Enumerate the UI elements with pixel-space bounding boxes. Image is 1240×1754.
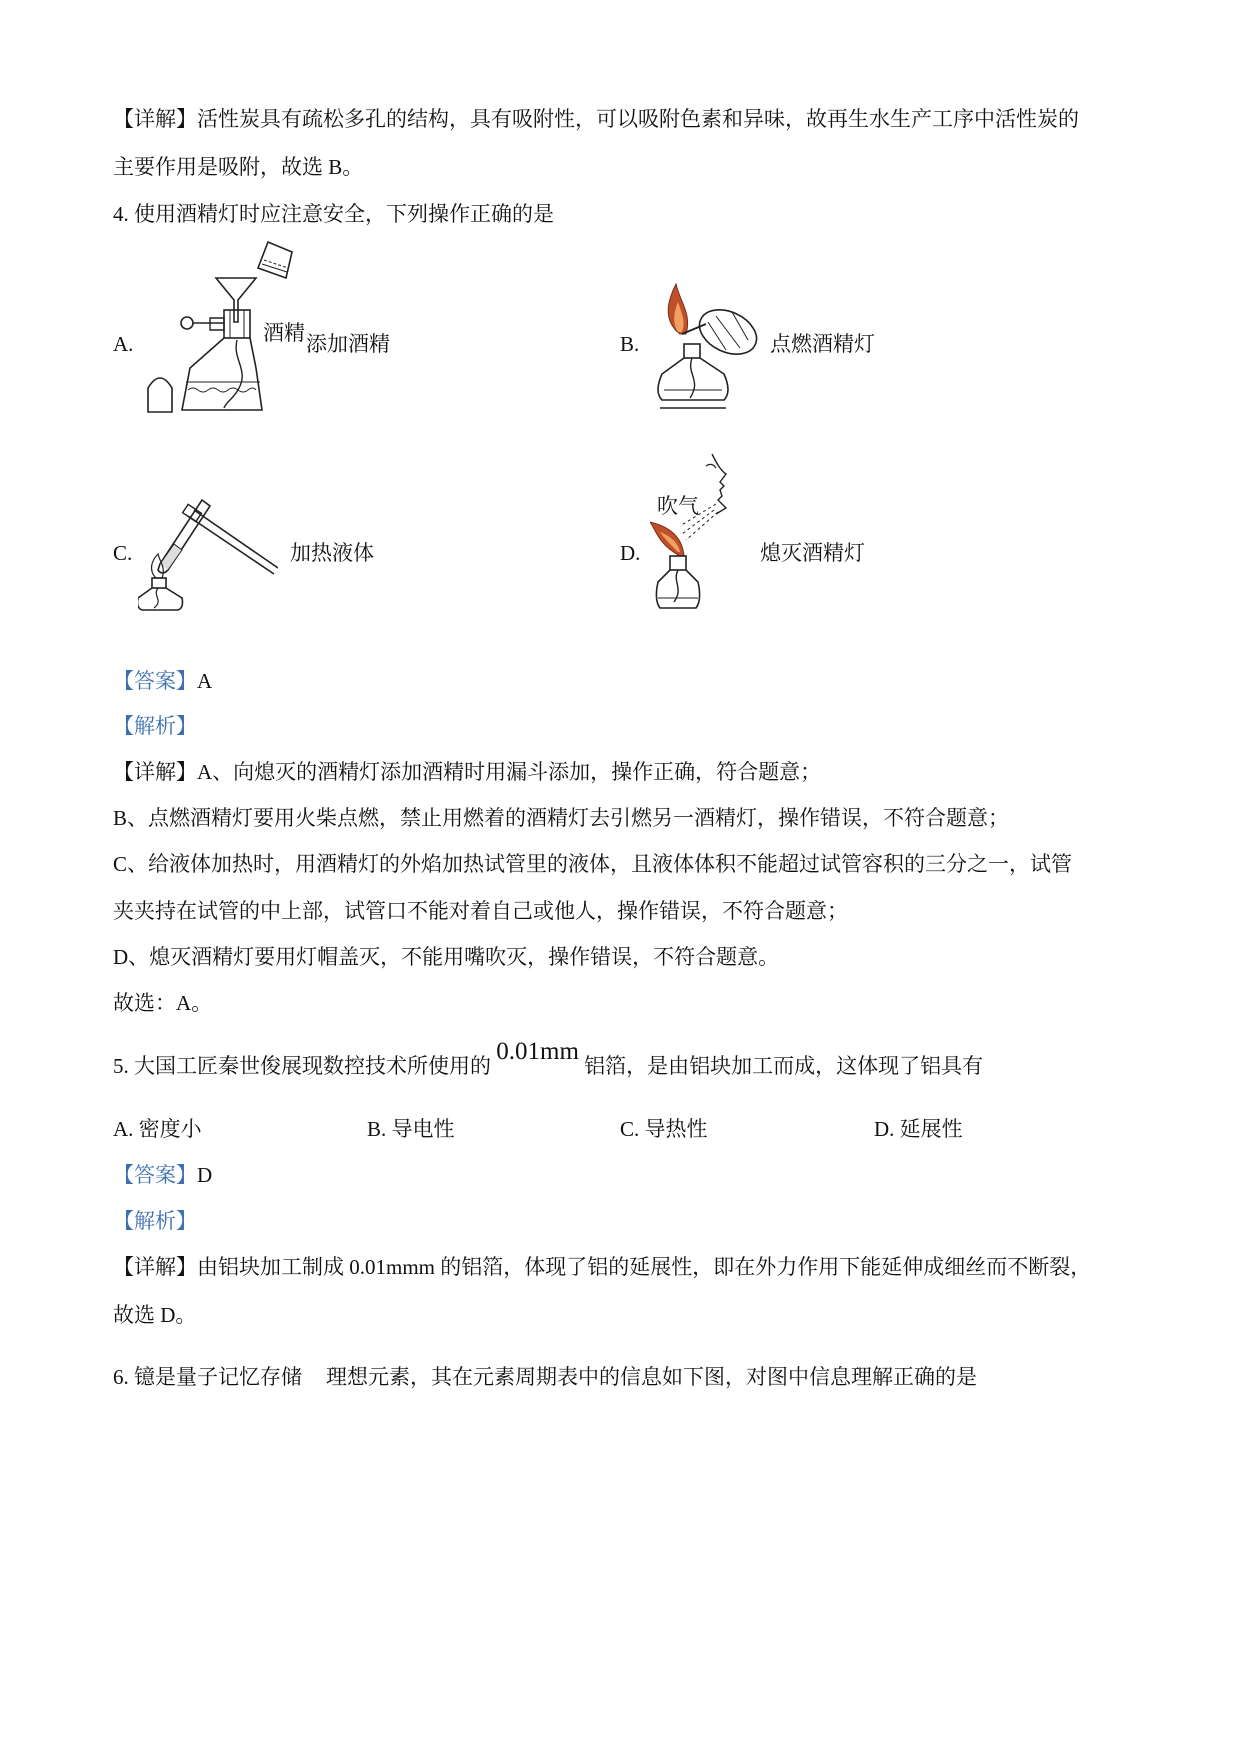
q4-option-d-letter: D. [620,541,641,565]
q4-option-c-caption: 加热液体 [290,541,374,565]
q4-option-a-letter: A. [113,332,134,356]
q4-option-d-fig-label: 吹气 [657,494,699,518]
q4-conclusion: 故选：A。 [113,991,213,1015]
q5-detail-line2: 故选 D。 [113,1303,197,1327]
q5-option-c: C. 导热性 [620,1117,708,1141]
q4-option-a-caption: 添加酒精 [306,332,390,356]
q5-stem: 5. 大国工匠秦世俊展现数控技术所使用的 0.01mm 铝箔，是由铝块加工而成，这体现了铝具有 [113,1038,984,1078]
q3-detail-line1: 【详解】活性炭具有疏松多孔的结构，具有吸附性，可以吸附色素和异味，故再生水生产工序中活性炭的 [113,107,1079,131]
q4-option-b-caption: 点燃酒精灯 [770,332,875,356]
q5-detail-line1: 【详解】由铝块加工制成 0.01mmm 的铝箔，体现了铝的延展性，即在外力作用下能延伸成细丝而不断裂， [113,1255,1092,1279]
q4-detail-line-b: B、点燃酒精灯要用火柴点燃，禁止用燃着的酒精灯去引燃另一酒精灯，操作错误，不符合题意； [113,806,1010,830]
q3-detail-line2: 主要作用是吸附，故选 B。 [113,155,364,179]
q6-stem: 6. 镱是量子记忆存储 理想元素，其在元素周期表中的信息如下图，对图中信息理解正确的是 [113,1365,977,1389]
q4-stem: 4. 使用酒精灯时应注意安全，下列操作正确的是 [113,202,554,226]
q4-analysis-tag: 【解析】 [113,714,197,738]
q4-option-d-caption: 熄灭酒精灯 [760,541,865,565]
q5-analysis-tag: 【解析】 [113,1209,197,1233]
heating-liquid-figure [138,486,278,616]
q4-answer: 【答案】A [113,669,213,693]
q4-detail-line-c: C、给液体加热时，用酒精灯的外焰加热试管里的液体，且液体体积不能超过试管容积的三分之一，试管 [113,852,1073,876]
q5-options [113,1114,1113,1144]
lighting-lamp-with-lamp-figure [650,282,765,412]
q4-option-a-fig-label: 酒精 [263,321,305,345]
q5-option-b: B. 导电性 [367,1117,455,1141]
q4-detail-line-d: D、熄灭酒精灯要用灯帽盖灭，不能用嘴吹灭，操作错误，不符合题意。 [113,945,780,969]
q5-answer: 【答案】D [113,1163,213,1187]
q4-option-c-letter: C. [113,541,133,565]
q5-option-a: A. 密度小 [113,1117,202,1141]
q5-math: 0.01mm [496,1038,579,1065]
q4-detail-line-c2: 夹夹持在试管的中上部，试管口不能对着自己或他人，操作错误，不符合题意； [113,899,848,923]
q4-option-b-letter: B. [620,332,640,356]
q4-detail-line-a: 【详解】A、向熄灭的酒精灯添加酒精时用漏斗添加，操作正确，符合题意； [113,760,822,784]
blowing-out-lamp-figure [650,452,760,617]
q5-option-d: D. 延展性 [874,1117,963,1141]
